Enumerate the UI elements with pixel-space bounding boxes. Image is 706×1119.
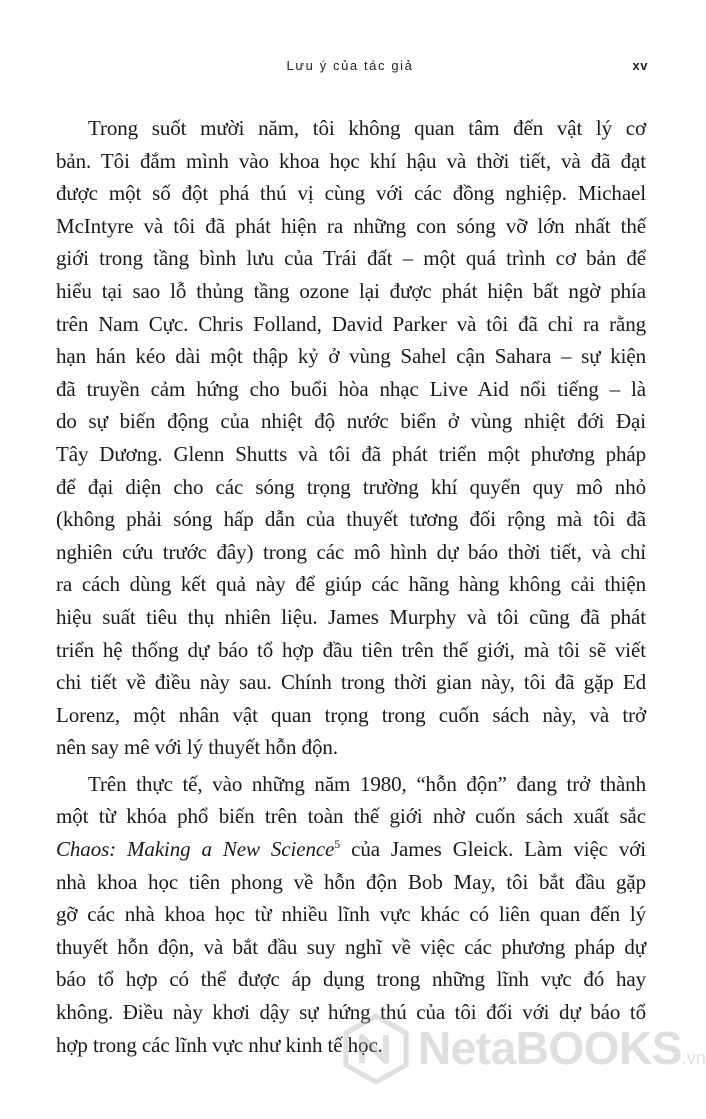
text-line: để đại diện cho các sóng trọng trường khí quyển quy mô nhỏ: [56, 474, 646, 499]
watermark-suffix: .vn: [681, 1048, 706, 1068]
text-line: Lorenz, một nhân vật quan trọng trong cuốn sách này, và trở: [56, 702, 646, 727]
text-line: hiệu suất tiêu thụ nhiên liệu. James Murphy và tôi cũng đã phát: [56, 604, 646, 629]
text-line: hợp trong các lĩnh vực như kinh tế học.: [56, 1032, 383, 1057]
text-line: nhà khoa học tiên phong về hỗn độn Bob May, tôi bắt đầu gặp: [56, 869, 646, 894]
text-line: [56, 833, 646, 866]
text-line: nghiên cứu trước đây) trong các mô hình dự báo thời tiết, và chỉ: [56, 539, 646, 564]
netabooks-logo-icon: [340, 1013, 412, 1085]
watermark-text: [418, 1021, 706, 1075]
text-line: McIntyre và tôi đã phát hiện ra những con sóng vỡ lớn nhất thế: [56, 213, 646, 238]
text-line: trên Nam Cực. Chris Folland, David Parker và tôi đã chỉ ra rằng: [56, 311, 646, 336]
text-line: Tây Dương. Glenn Shutts và tôi đã phát triển một phương pháp: [56, 441, 646, 466]
text-line: một từ khóa phổ biến trên toàn thế giới nhờ cuốn sách xuất sắc: [56, 804, 646, 829]
running-head: [0, 56, 700, 80]
text-line: báo tổ hợp có thể được áp dụng trong những lĩnh vực đó hay: [56, 967, 646, 992]
text-line: bản. Tôi đắm mình vào khoa học khí hậu và thời tiết, và đã đạt: [56, 148, 646, 173]
text-line: ra cách dùng kết quả này để giúp các hãng hàng không cải thiện: [56, 572, 646, 597]
running-title: Lưu ý của tác giả: [286, 58, 414, 73]
paragraph-1: [56, 112, 646, 764]
text-line: Trong suốt mười năm, tôi không quan tâm đến vật lý cơ: [88, 116, 646, 140]
netabooks-watermark: [340, 1007, 706, 1091]
text-line: hạn hán kéo dài một thập kỷ ở vùng Sahel cận Sahara – sự kiện: [56, 344, 646, 369]
text-line: do sự biến động của nhiệt độ nước biển ở vùng nhiệt đới Đại: [56, 409, 646, 434]
text-line: không. Điều này khơi dậy sự hứng thú của tôi đối với dự báo tổ: [56, 1000, 646, 1025]
text-line: được một số đột phá thú vị cùng với các đồng nghiệp. Michael: [56, 181, 646, 206]
text-line: gỡ các nhà khoa học từ nhiều lĩnh vực khác có liên quan đến lý: [56, 902, 646, 927]
footnote-marker[interactable]: 5: [334, 837, 341, 852]
text-line: giới trong tầng bình lưu của Trái đất – một quá trình cơ bản để: [56, 246, 646, 271]
text-line: (không phải sóng hấp dẫn của thuyết tương đối rộng mà tôi đã: [56, 507, 646, 532]
text-line: nên say mê với lý thuyết hỗn độn.: [56, 735, 338, 760]
text-line: đã truyền cảm hứng cho buổi hòa nhạc Live Aid nổi tiếng – là: [56, 376, 646, 401]
text-line: chi tiết về điều này sau. Chính trong thời gian này, tôi đã gặp Ed: [56, 670, 646, 695]
text-line: Trên thực tế, vào những năm 1980, “hỗn độn” đang trở thành: [88, 771, 646, 796]
text-line: hiểu tại sao lỗ thủng tầng ozone lại được phát hiện bất ngờ phía: [56, 278, 646, 303]
page-number: xv: [632, 58, 648, 73]
text-line: triển hệ thống dự báo tổ hợp đầu tiên trên thế giới, mà tôi sẽ viết: [56, 637, 646, 662]
text-line: thuyết hỗn độn, và bắt đầu suy nghĩ về việc các phương pháp dự: [56, 934, 646, 959]
text-fragment: của James Gleick. Làm việc với: [340, 837, 646, 862]
watermark-brand: NetaBOOKS: [418, 1022, 682, 1074]
book-title: Chaos: Making a New Science: [56, 837, 335, 862]
body-text: [56, 112, 646, 1061]
